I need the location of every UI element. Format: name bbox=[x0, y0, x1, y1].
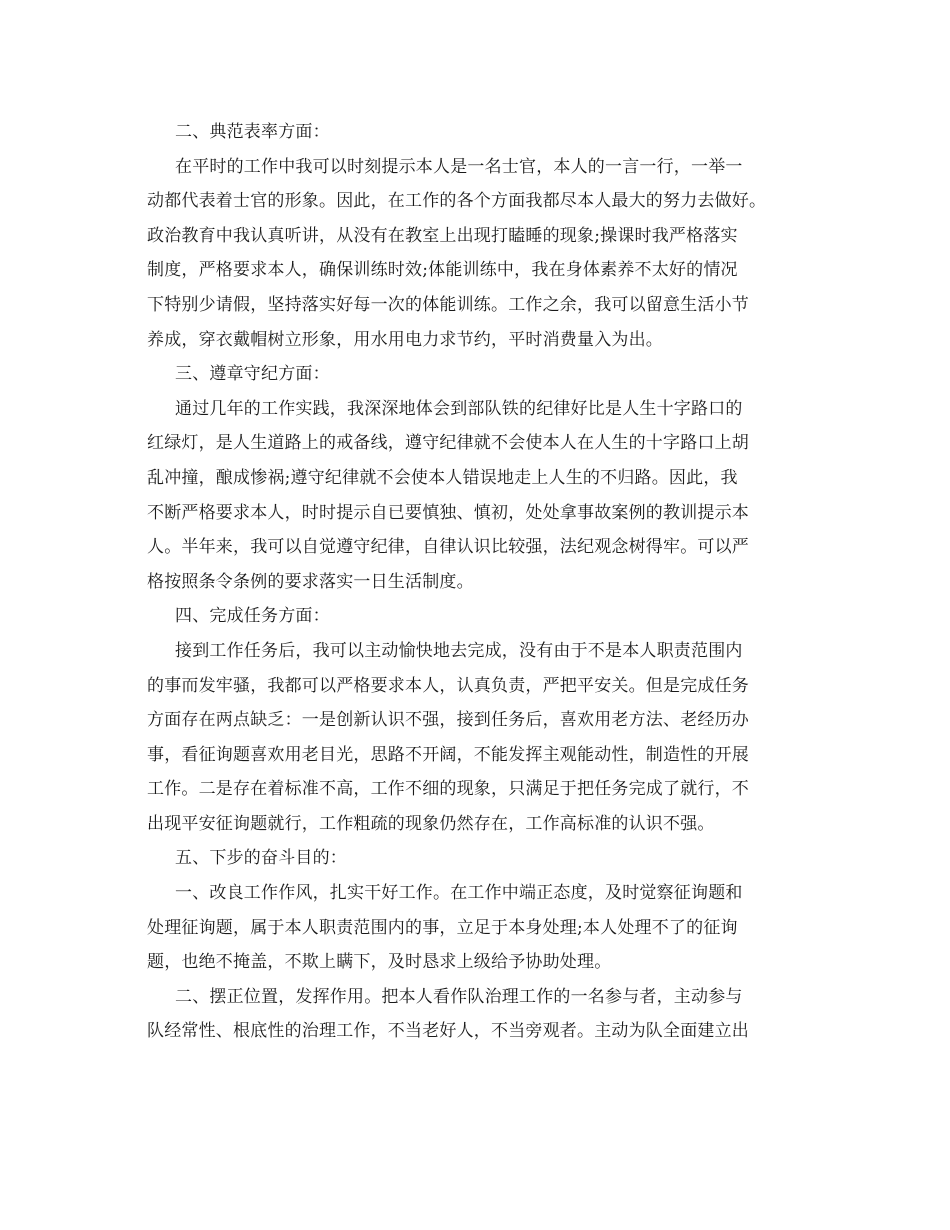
text-line: 养成，穿衣戴帽树立形象，用水用电力求节约，平时消费量入为出。 bbox=[147, 329, 663, 350]
text-line: 出现平安征询题就行，工作粗疏的现象仍然存在，工作高标准的认识不强。 bbox=[147, 813, 715, 834]
text-line: 通过几年的工作实践，我深深地体会到部队铁的纪律好比是人生十字路口的 bbox=[175, 398, 743, 419]
text-line: 三、遵章守纪方面： bbox=[175, 364, 330, 385]
text-line: 乱冲撞，酿成惨祸;遵守纪律就不会使本人错误地走上人生的不归路。因此，我 bbox=[147, 467, 738, 488]
text-line: 制度，严格要求本人，确保训练时效;体能训练中，我在身体素养不太好的情况 bbox=[147, 260, 738, 281]
text-line: 五、下步的奋斗目的： bbox=[175, 848, 347, 869]
text-line: 工作。二是存在着标准不高，工作不细的现象，只满足于把任务完成了就行，不 bbox=[147, 779, 749, 800]
text-line: 队经常性、根底性的治理工作，不当老好人，不当旁观者。主动为队全面建立出 bbox=[147, 1021, 749, 1042]
text-line: 格按照条令条例的要求落实一日生活制度。 bbox=[147, 571, 474, 592]
text-line: 二、典范表率方面： bbox=[175, 122, 330, 142]
text-line: 处理征询题，属于本人职责范围内的事，立足于本身处理;本人处理不了的征询 bbox=[147, 917, 738, 938]
text-line: 在平时的工作中我可以时刻提示本人是一名士官，本人的一言一行，一举一 bbox=[175, 156, 743, 177]
text-line: 人。半年来，我可以自觉遵守纪律，自律认识比较强，法纪观念树得牢。可以严 bbox=[147, 537, 749, 558]
text-line: 下特别少请假，坚持落实好每一次的体能训练。工作之余，我可以留意生活小节 bbox=[147, 294, 749, 315]
text-line: 接到工作任务后，我可以主动愉快地去完成，没有由于不是本人职责范围内 bbox=[175, 640, 743, 661]
text-line: 不断严格要求本人，时时提示自已要慎独、慎初，处处拿事故案例的教训提示本 bbox=[147, 502, 749, 523]
text-line: 动都代表着士官的形象。因此，在工作的各个方面我都尽本人最大的努力去做好。 bbox=[147, 191, 767, 212]
text-line: 方面存在两点缺乏：一是创新认识不强，接到任务后，喜欢用老方法、老经历办 bbox=[147, 710, 749, 731]
text-line: 的事而发牢骚，我都可以严格要求本人，认真负责，严把平安关。但是完成任务 bbox=[147, 675, 749, 696]
text-line: 一、改良工作作风，扎实干好工作。在工作中端正态度，及时觉察征询题和 bbox=[175, 883, 743, 904]
text-line: 二、摆正位置，发挥作用。把本人看作队治理工作的一名参与者，主动参与 bbox=[175, 986, 743, 1007]
text-line: 红绿灯，是人生道路上的戒备线，遵守纪律就不会使本人在人生的十字路口上胡 bbox=[147, 433, 749, 454]
text-line: 题，也绝不掩盖，不欺上瞒下，及时恳求上级给予协助处理。 bbox=[147, 952, 612, 973]
text-line: 事，看征询题喜欢用老目光，思路不开阔，不能发挥主观能动性，制造性的开展 bbox=[147, 744, 749, 765]
text-line: 四、完成任务方面： bbox=[175, 606, 330, 627]
document-body bbox=[147, 115, 817, 1049]
text-line: 政治教育中我认真听讲，从没有在教室上出现打瞌睡的现象;操课时我严格落实 bbox=[147, 225, 738, 246]
